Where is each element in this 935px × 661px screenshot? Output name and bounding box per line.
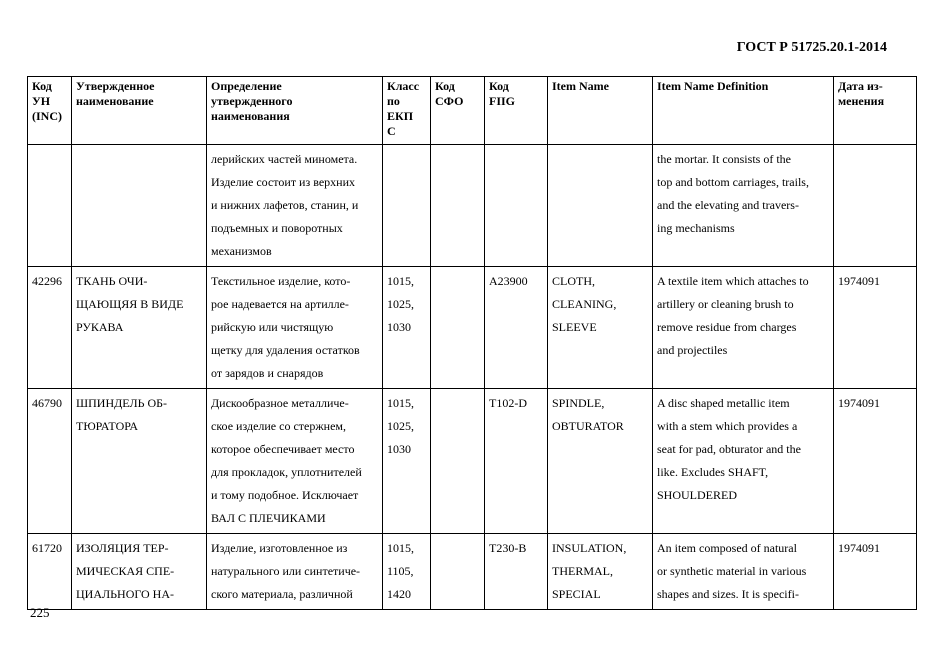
table-row (28, 534, 917, 610)
item-definition-cell (653, 267, 834, 389)
cell-line: top and bottom carriages, trails, (657, 175, 809, 189)
header-item-name: Item Name (548, 77, 653, 145)
cell-line: Изделие состоит из верхних (211, 175, 355, 189)
table-row (28, 389, 917, 534)
change-date-cell (834, 145, 917, 267)
cell-line: 1015, (387, 274, 414, 288)
inc-code-cell (28, 534, 72, 610)
header-approved-name: Утвержденное наименование (72, 77, 207, 145)
change-date-cell (834, 534, 917, 610)
cell-line: 42296 (32, 274, 62, 288)
cell-line: ИЗОЛЯЦИЯ ТЕР- (76, 541, 169, 555)
cell-line: ского материала, различной (211, 587, 353, 601)
cell-line: ское изделие со стержнем, (211, 419, 346, 433)
cell-line: 46790 (32, 396, 62, 410)
cell-line: or synthetic material in various (657, 564, 807, 578)
header-change-date: Дата из- менения (834, 77, 917, 145)
fiig-code-cell (485, 267, 548, 389)
item-definition-cell (653, 534, 834, 610)
header-fiig-code: Код FIIG (485, 77, 548, 145)
cell-line: ВАЛ С ПЛЕЧИКАМИ (211, 511, 326, 525)
cell-line: 1105, (387, 564, 414, 578)
cell-line: натурального или синтетиче- (211, 564, 361, 578)
header-sfo-code: Код СФО (431, 77, 485, 145)
cell-line: An item composed of natural (657, 541, 797, 555)
cell-line: 1974091 (838, 274, 880, 288)
cell-line: 1025, (387, 297, 414, 311)
catalog-table (27, 76, 917, 610)
inc-code-cell (28, 267, 72, 389)
cell-line: A23900 (489, 274, 528, 288)
cell-line: и нижних лафетов, станин, и (211, 198, 359, 212)
cell-line: SLEEVE (552, 320, 597, 334)
item-name-cell (548, 534, 653, 610)
cell-line: 1420 (387, 587, 411, 601)
table-header-row (28, 77, 917, 145)
item-name-cell (548, 145, 653, 267)
cell-line: with a stem which provides a (657, 419, 798, 433)
cell-line: ШПИНДЕЛЬ ОБ- (76, 396, 168, 410)
cell-line: РУКАВА (76, 320, 124, 334)
definition-cell (207, 145, 383, 267)
cell-line: МИЧЕСКАЯ СПЕ- (76, 564, 175, 578)
cell-line: 1015, (387, 541, 414, 555)
cell-line: SPECIAL (552, 587, 601, 601)
approved-name-cell (72, 145, 207, 267)
cell-line: shapes and sizes. It is specifi- (657, 587, 799, 601)
sfo-code-cell (431, 267, 485, 389)
approved-name-cell (72, 267, 207, 389)
cell-line: ЩАЮЩЯЯ В ВИДЕ (76, 297, 184, 311)
cell-line: seat for pad, obturator and the (657, 442, 801, 456)
cell-line: artillery or cleaning brush to (657, 297, 794, 311)
change-date-cell (834, 267, 917, 389)
cell-line: лерийских частей миномета. (211, 152, 358, 166)
inc-code-cell (28, 145, 72, 267)
cell-line: ing mechanisms (657, 221, 735, 235)
cell-line: щетку для удаления остатков (211, 343, 360, 357)
cell-line: like. Excludes SHAFT, (657, 465, 769, 479)
cell-line: от зарядов и снарядов (211, 366, 324, 380)
ekps-class-cell (383, 534, 431, 610)
definition-cell (207, 267, 383, 389)
cell-line: THERMAL, (552, 564, 613, 578)
header-name-definition: Определение утвержденного наименования (207, 77, 383, 145)
cell-line: and projectiles (657, 343, 728, 357)
cell-line: the mortar. It consists of the (657, 152, 791, 166)
fiig-code-cell (485, 389, 548, 534)
cell-line: Изделие, изготовленное из (211, 541, 348, 555)
cell-line: and the elevating and travers- (657, 198, 799, 212)
cell-line: рийскую или чистящую (211, 320, 334, 334)
sfo-code-cell (431, 389, 485, 534)
approved-name-cell (72, 389, 207, 534)
item-name-cell (548, 267, 653, 389)
header-item-name-definition: Item Name Definition (653, 77, 834, 145)
cell-line: 1030 (387, 442, 411, 456)
cell-line: подъемных и поворотных (211, 221, 343, 235)
cell-line: A textile item which attaches to (657, 274, 809, 288)
cell-line: T102-D (489, 396, 527, 410)
cell-line: T230-B (489, 541, 527, 555)
cell-line: SPINDLE, (552, 396, 605, 410)
ekps-class-cell (383, 267, 431, 389)
cell-line: CLOTH, (552, 274, 595, 288)
cell-line: ЦИАЛЬНОГО НА- (76, 587, 174, 601)
inc-code-cell (28, 389, 72, 534)
cell-line: механизмов (211, 244, 272, 258)
sfo-code-cell (431, 145, 485, 267)
cell-line: для прокладок, уплотнителей (211, 465, 362, 479)
table-body (28, 145, 917, 610)
page-number: 225 (30, 605, 50, 620)
sfo-code-cell (431, 534, 485, 610)
cell-line: CLEANING, (552, 297, 617, 311)
cell-line: 1015, (387, 396, 414, 410)
change-date-cell (834, 389, 917, 534)
cell-line: ТКАНЬ ОЧИ- (76, 274, 148, 288)
cell-line: которое обеспечивает место (211, 442, 355, 456)
cell-line: 1974091 (838, 541, 880, 555)
item-definition-cell (653, 145, 834, 267)
approved-name-cell (72, 534, 207, 610)
cell-line: Текстильное изделие, кото- (211, 274, 351, 288)
item-name-cell (548, 389, 653, 534)
cell-line: 1025, (387, 419, 414, 433)
header-inc-code: Код УН (INC) (28, 77, 72, 145)
fiig-code-cell (485, 145, 548, 267)
cell-line: рое надевается на артилле- (211, 297, 349, 311)
cell-line: INSULATION, (552, 541, 627, 555)
definition-cell (207, 534, 383, 610)
document-id: ГОСТ Р 51725.20.1-2014 (736, 40, 887, 55)
cell-line: 1030 (387, 320, 411, 334)
cell-line: Дискообразное металличе- (211, 396, 349, 410)
cell-line: SHOULDERED (657, 488, 737, 502)
cell-line: 61720 (32, 541, 62, 555)
header-ekps-class: Класс по ЕКП С (383, 77, 431, 145)
item-definition-cell (653, 389, 834, 534)
ekps-class-cell (383, 389, 431, 534)
cell-line: remove residue from charges (657, 320, 797, 334)
ekps-class-cell (383, 145, 431, 267)
table-row (28, 145, 917, 267)
cell-line: OBTURATOR (552, 419, 624, 433)
cell-line: A disc shaped metallic item (657, 396, 790, 410)
table-row (28, 267, 917, 389)
cell-line: 1974091 (838, 396, 880, 410)
definition-cell (207, 389, 383, 534)
cell-line: и тому подобное. Исключает (211, 488, 359, 502)
fiig-code-cell (485, 534, 548, 610)
cell-line: ТЮРАТОРА (76, 419, 139, 433)
